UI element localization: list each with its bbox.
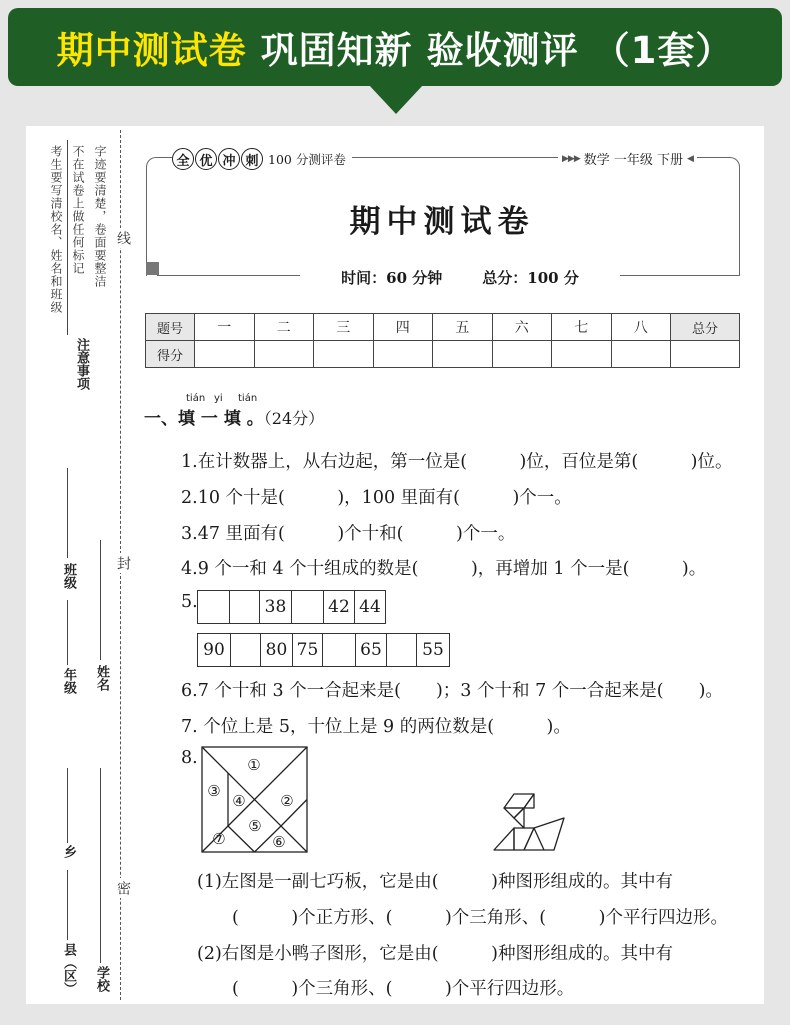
- banner-part4: （1套）: [592, 29, 734, 72]
- num-cell: 75: [293, 634, 323, 666]
- pinyin-2: yi: [214, 393, 223, 404]
- number-row-1: [197, 590, 386, 624]
- tangram-label-2: ②: [280, 792, 294, 810]
- seal-feng: 封: [113, 553, 133, 573]
- tangram-label-4: ④: [232, 792, 246, 810]
- section-points: （24分）: [263, 409, 325, 428]
- pinyin-1: tián: [186, 393, 206, 404]
- num-cell: [230, 591, 260, 623]
- question-8-2a: (2)右图是小鸭子图形，它是由( )种图形组成的。其中有: [197, 944, 673, 964]
- badge-char-3: 冲: [218, 148, 240, 170]
- badge-subtitle: 100 分测评卷: [268, 152, 346, 167]
- banner-part1: 期中测试卷: [56, 29, 247, 72]
- margin-note-2: 不在试卷上做任何标记: [71, 145, 85, 275]
- num-cell: [323, 634, 356, 666]
- grade-line: [67, 600, 68, 665]
- top-banner: [8, 8, 782, 86]
- banner-title: [8, 8, 782, 86]
- num-cell: [231, 634, 261, 666]
- margin-note-1: 考生要写清校名、姓名和班级: [49, 145, 63, 314]
- banner-part2: 巩固知新: [260, 29, 413, 72]
- field-township: 乡: [61, 845, 76, 858]
- field-grade: 年级: [61, 668, 76, 694]
- question-8-label: 8.: [181, 748, 198, 768]
- county-line: [67, 870, 68, 940]
- score-cell: [492, 341, 552, 368]
- left-arrow-icon: ◀: [687, 153, 693, 164]
- seal-mi: 密: [113, 878, 133, 898]
- margin-note-3: 字迹要清楚，卷面要整洁: [93, 145, 107, 288]
- triple-arrow-icon: ▶▶▶: [562, 153, 580, 164]
- num-cell: 38: [260, 591, 292, 623]
- field-class: 班级: [61, 563, 76, 589]
- question-6: 6.7 个十和 3 个一合起来是( )；3 个十和 7 个一合起来是( )。: [181, 681, 723, 701]
- tangram-icon: [201, 746, 309, 854]
- banner-arrow-icon: [368, 84, 424, 114]
- question-5-label: 5.: [181, 592, 198, 612]
- row-label-score: 得分: [146, 341, 195, 368]
- badge-char-1: 全: [172, 148, 194, 170]
- num-cell: [198, 591, 230, 623]
- pinyin-3: tián: [238, 393, 258, 404]
- question-7: 7. 个位上是 5，十位上是 9 的两位数是( )。: [181, 717, 571, 737]
- score-cell: [611, 341, 671, 368]
- name-line: [100, 540, 101, 660]
- num-cell: 90: [198, 634, 231, 666]
- seal-xian: 线: [113, 228, 133, 248]
- section-title: [144, 404, 324, 429]
- field-school: 学校: [94, 966, 109, 992]
- question-4: 4.9 个一和 4 个十组成的数是( )，再增加 1 个一是( )。: [181, 559, 707, 579]
- num-cell: 42: [324, 591, 355, 623]
- num-cell: [387, 634, 417, 666]
- score-table: [145, 313, 740, 368]
- number-row-2: [197, 633, 450, 667]
- col-4: 四: [373, 314, 433, 341]
- question-8-1a: (1)左图是一副七巧板，它是由( )种图形组成的。其中有: [197, 872, 673, 892]
- school-line: [100, 768, 101, 963]
- col-5: 五: [433, 314, 493, 341]
- question-8-1b: ( )个正方形、( )个三角形、( )个平行四边形。: [232, 908, 728, 928]
- subject-label: [558, 149, 697, 168]
- score-cell: [552, 341, 612, 368]
- col-2: 二: [254, 314, 314, 341]
- score-cell-total: [671, 341, 740, 368]
- exam-time: 时间：60 分钟: [341, 269, 443, 287]
- tangram-label-3: ③: [207, 782, 221, 800]
- tangram-label-1: ①: [247, 756, 261, 774]
- score-table-score-row: [146, 341, 740, 368]
- page-title: 期中测试卷: [349, 204, 535, 240]
- col-7: 七: [552, 314, 612, 341]
- field-county: 县（区）: [61, 943, 76, 995]
- score-table-header-row: [146, 314, 740, 341]
- duck-icon: [490, 788, 568, 854]
- col-1: 一: [195, 314, 255, 341]
- class-line: [67, 468, 68, 558]
- num-cell: 55: [422, 640, 444, 660]
- score-cell: [433, 341, 493, 368]
- num-cell: [292, 591, 324, 623]
- score-cell: [314, 341, 374, 368]
- header-corner-square: [146, 262, 159, 275]
- series-badge: [172, 148, 352, 170]
- question-1: 1.在计数器上，从右边起，第一位是( )位，百位是第( )位。: [181, 452, 733, 472]
- col-6: 六: [492, 314, 552, 341]
- num-cell: 65: [356, 634, 387, 666]
- margin-divider: [67, 140, 68, 335]
- banner-part3: 验收测评: [426, 29, 579, 72]
- badge-char-4: 刺: [241, 148, 263, 170]
- question-8-2b: ( )个三角形、( )个平行四边形。: [232, 979, 575, 999]
- num-cell: 80: [261, 634, 293, 666]
- question-3: 3.47 里面有( )个十和( )个一。: [181, 524, 516, 544]
- question-2: 2.10 个十是( )，100 里面有( )个一。: [181, 488, 572, 508]
- section-title-text: 一、填 一 填 。: [144, 409, 264, 429]
- row-label-question: 题号: [146, 314, 195, 341]
- tangram-label-5: ⑤: [248, 817, 262, 835]
- township-line: [67, 768, 68, 843]
- num-cell: 44: [359, 597, 381, 617]
- exam-total: 总分：100 分: [482, 269, 579, 287]
- field-name: 姓名: [94, 665, 109, 691]
- col-total: 总分: [671, 314, 740, 341]
- notes-title: 注意事项: [74, 338, 89, 390]
- exam-info: [300, 267, 620, 288]
- col-3: 三: [314, 314, 374, 341]
- subject-text: 数学 一年级 下册: [583, 153, 684, 168]
- score-cell: [254, 341, 314, 368]
- score-cell: [373, 341, 433, 368]
- tangram-label-6: ⑥: [272, 833, 286, 851]
- score-cell: [195, 341, 255, 368]
- badge-char-2: 优: [195, 148, 217, 170]
- col-8: 八: [611, 314, 671, 341]
- tangram-label-7: ⑦: [212, 830, 226, 848]
